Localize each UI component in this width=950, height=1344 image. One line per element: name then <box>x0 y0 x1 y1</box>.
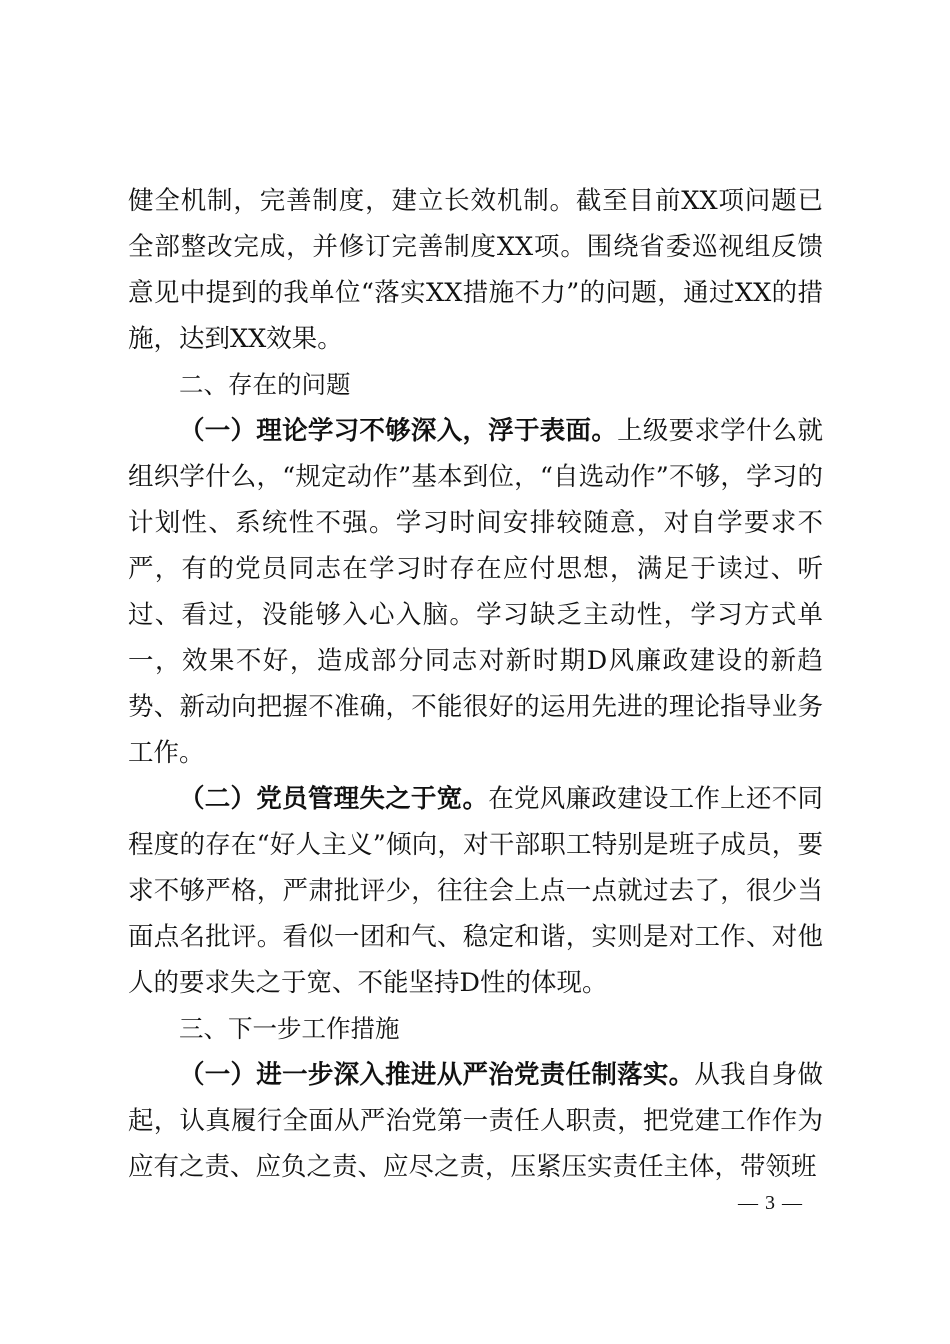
page-number: — 3 — <box>738 1192 803 1214</box>
subheading-member-management: （二）党员管理失之于宽。 <box>179 784 489 814</box>
paragraph-strict-governance <box>128 1052 823 1190</box>
document-body <box>128 178 823 1190</box>
subheading-strict-governance: （一）进一步深入推进从严治党责任制落实。 <box>179 1060 695 1090</box>
section-heading-problems: 二、存在的问题 <box>179 370 351 399</box>
paragraph-strict-governance-body: 从我自身做起，认真履行全面从严治党第一责任人职责，把党建工作作为应有之责、应负之责、应尽之责，压紧压实责任主体，带领班 <box>128 1060 823 1182</box>
paragraph-theory-study <box>128 408 823 776</box>
paragraph-continuation: 健全机制，完善制度，建立长效机制。截至目前XX项问题已全部整改完成，并修订完善制度XX项。围绕省委巡视组反馈意见中提到的我单位“落实XX措施不力”的问题，通过XX的措施，达到XX效果。 <box>128 186 823 354</box>
paragraph-member-management <box>128 776 823 1006</box>
paragraph-theory-study-body: 上级要求学什么就组织学什么，“规定动作”基本到位，“自选动作”不够，学习的计划性、系统性不强。学习时间安排较随意，对自学要求不严，有的党员同志在学习时存在应付思想，满足于读过、听过、看过，没能够入心入脑。学习缺乏主动性，学习方式单一，效果不好，造成部分同志对新时期D风廉政建设的新趋势、新动向把握不准确，不能很好的运用先进的理论指导业务工作。 <box>128 416 823 768</box>
paragraph-member-management-body: 在党风廉政建设工作上还不同程度的存在“好人主义”倾向，对干部职工特别是班子成员，要求不够严格，严肃批评少，往往会上点一点就过去了，很少当面点名批评。看似一团和气、稳定和谐，实则是对工作、对他人的要求失之于宽、不能坚持D性的体现。 <box>128 784 823 998</box>
section-heading-next-steps: 三、下一步工作措施 <box>179 1014 400 1043</box>
subheading-theory-study: （一）理论学习不够深入，浮于表面。 <box>179 416 618 446</box>
